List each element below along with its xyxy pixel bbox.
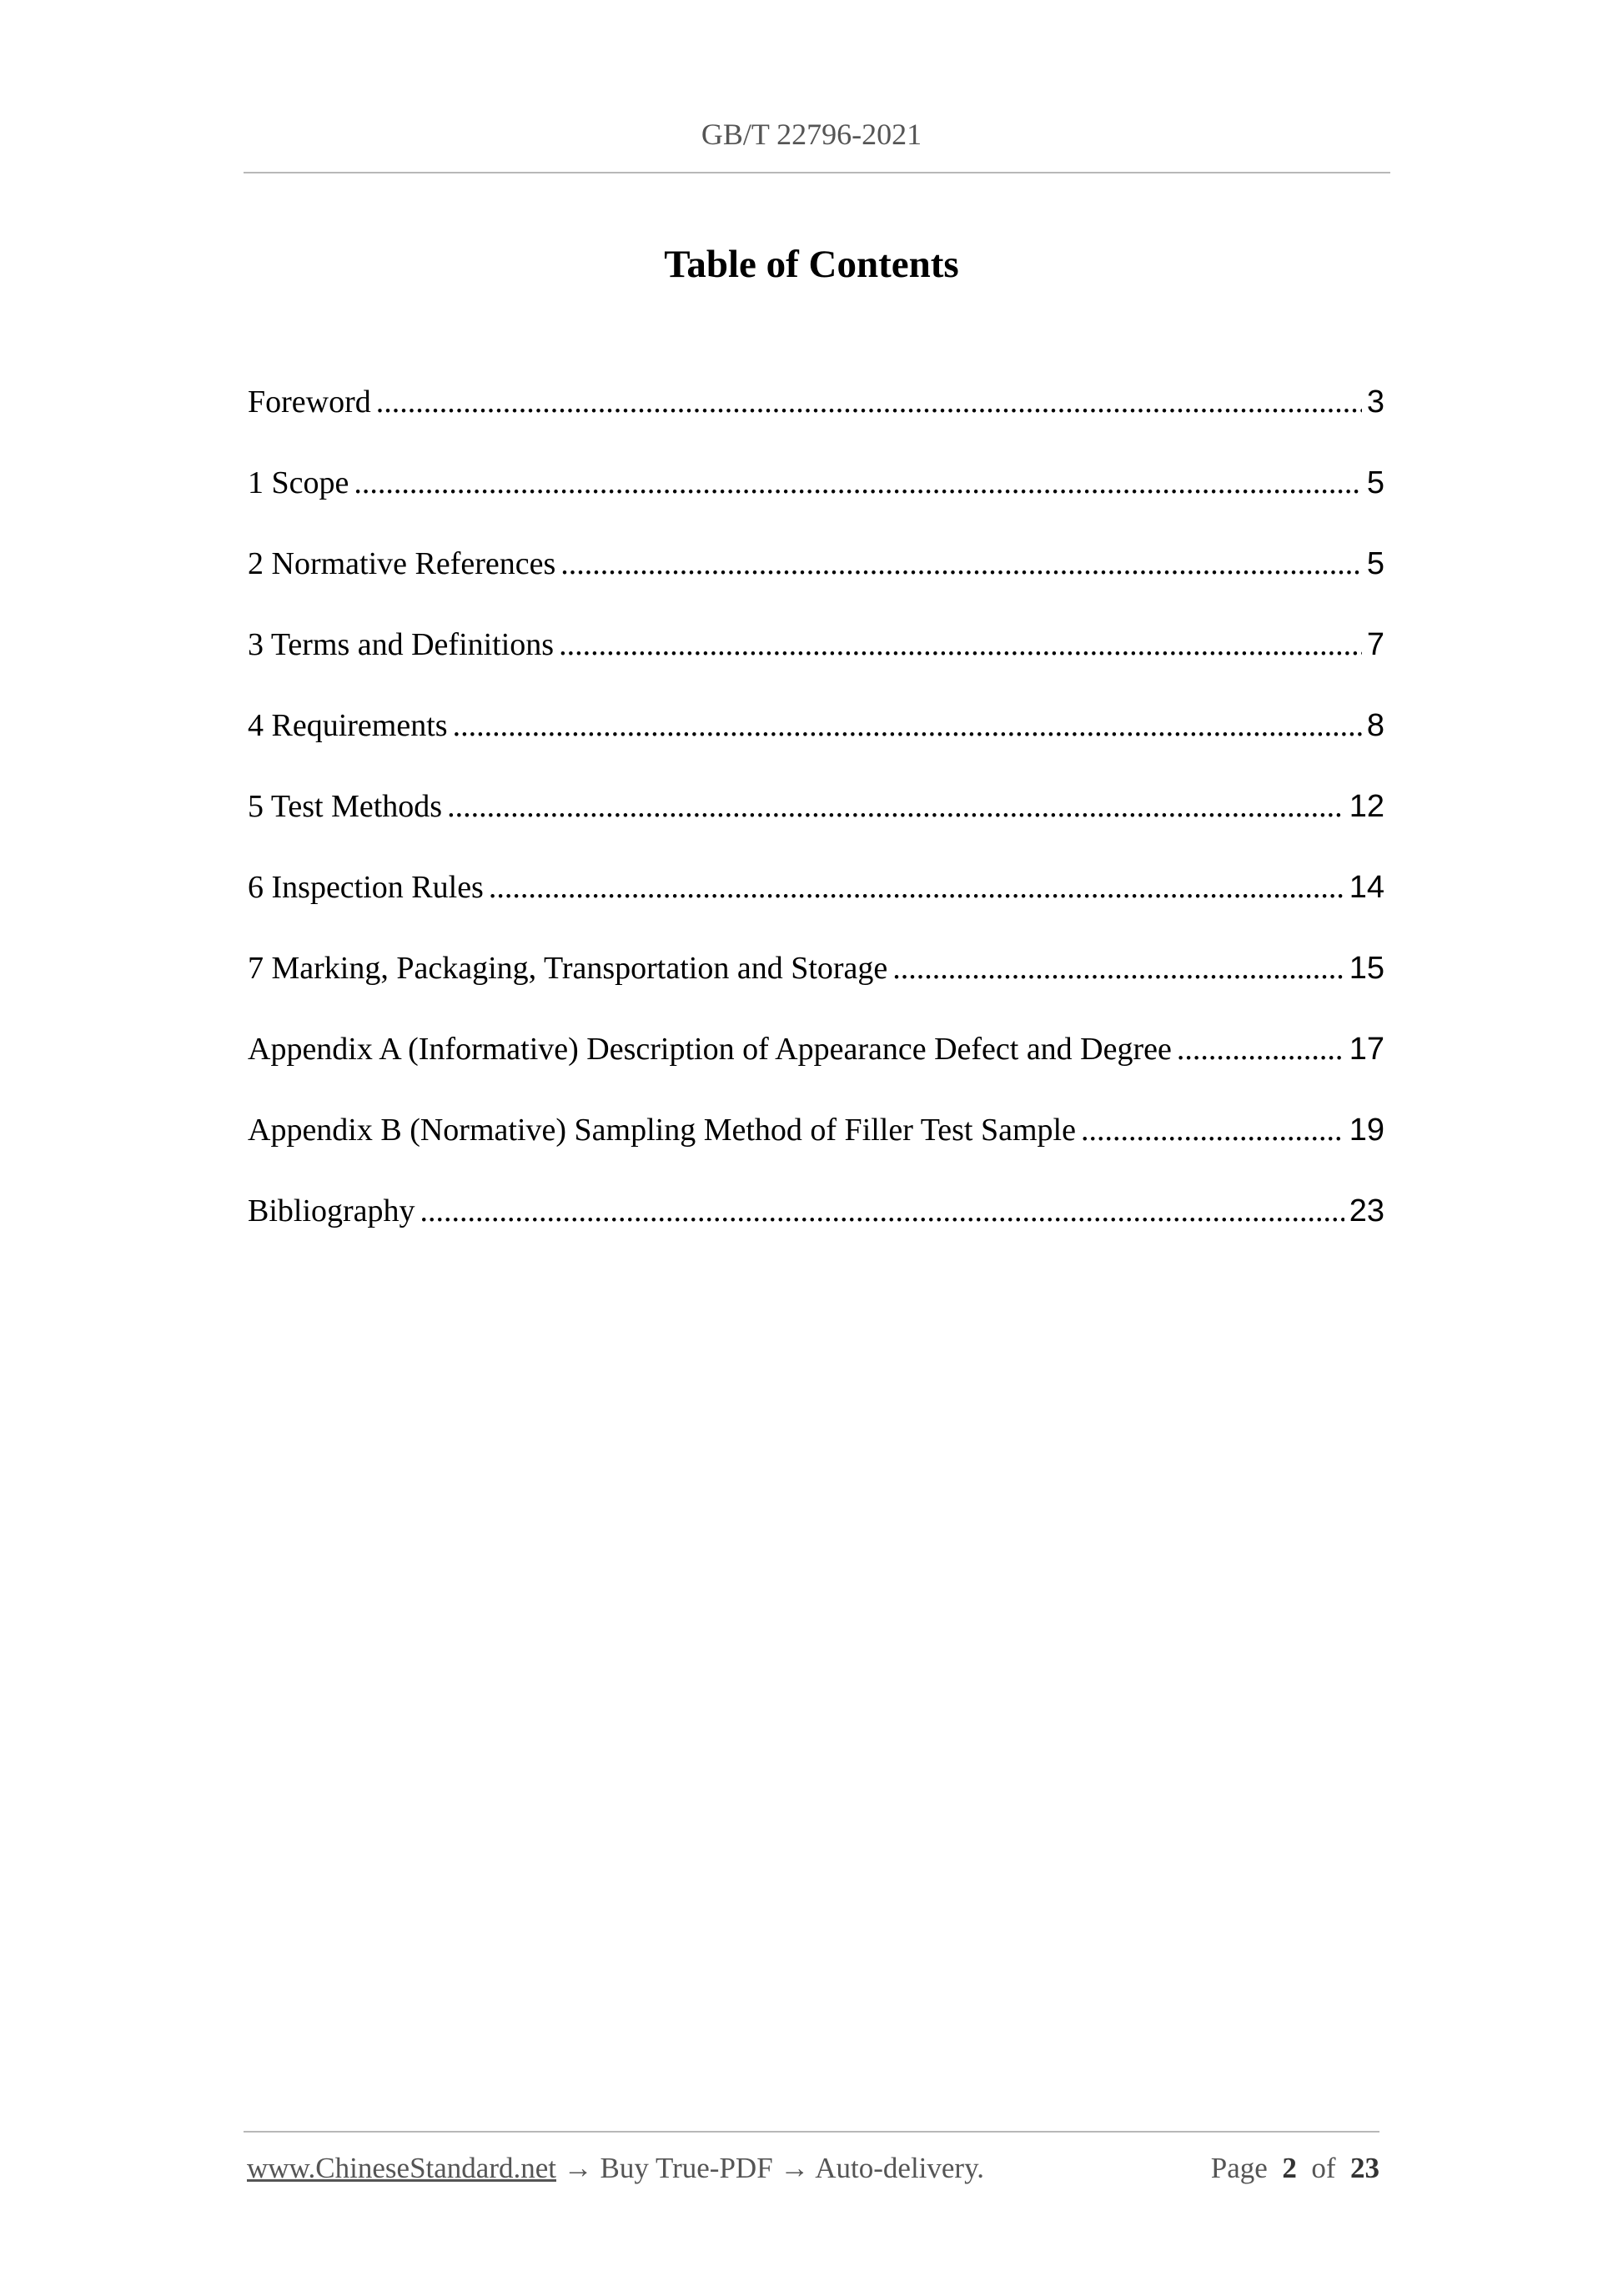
standard-code-header: GB/T 22796-2021 <box>701 118 922 151</box>
toc-list <box>248 377 1384 1267</box>
toc-entry-label: 6 Inspection Rules <box>248 870 484 905</box>
toc-entry-page: 12 <box>1349 789 1384 824</box>
toc-entry-page: 15 <box>1349 951 1384 986</box>
toc-entry-marking-packaging[interactable] <box>248 943 1384 1024</box>
toc-entry-label: 4 Requirements <box>248 708 448 743</box>
toc-entry-page: 5 <box>1366 465 1384 500</box>
toc-entry-page: 5 <box>1366 546 1384 581</box>
toc-entry-page: 17 <box>1349 1032 1384 1067</box>
toc-entry-label: 5 Test Methods <box>248 789 443 824</box>
toc-entry-foreword[interactable] <box>248 377 1384 458</box>
toc-entry-label: Appendix A (Informative) Description of Appearance Defect and Degree <box>248 1032 1172 1067</box>
toc-entry-label: 3 Terms and Definitions <box>248 627 555 662</box>
header-divider <box>244 172 1390 173</box>
toc-leader-dots <box>559 620 1362 670</box>
toc-entry-label: 2 Normative References <box>248 546 556 581</box>
auto-delivery-text: Auto-delivery. <box>815 2152 985 2184</box>
arrow-right-icon: → <box>563 2152 593 2184</box>
toc-entry-page: 8 <box>1366 708 1384 743</box>
toc-entry-label: 7 Marking, Packaging, Transportation and Storage <box>248 951 888 986</box>
toc-entry-requirements[interactable] <box>248 701 1384 781</box>
toc-entry-scope[interactable] <box>248 458 1384 539</box>
of-label: of <box>1311 2152 1336 2184</box>
toc-entry-appendix-b[interactable] <box>248 1105 1384 1186</box>
current-page-number: 2 <box>1282 2152 1297 2184</box>
toc-entry-label: 1 Scope <box>248 465 349 500</box>
toc-entry-page: 3 <box>1366 384 1384 420</box>
arrow-right-icon: → <box>780 2152 810 2184</box>
toc-leader-dots <box>892 943 1344 993</box>
toc-entry-page: 7 <box>1366 627 1384 662</box>
toc-entry-label: Foreword <box>248 384 371 420</box>
toc-entry-test-methods[interactable] <box>248 781 1384 862</box>
toc-leader-dots <box>1177 1024 1344 1074</box>
toc-leader-dots <box>447 781 1344 831</box>
toc-entry-terms-definitions[interactable] <box>248 620 1384 701</box>
toc-leader-dots <box>376 377 1362 427</box>
toc-leader-dots <box>420 1186 1344 1236</box>
toc-entry-page: 19 <box>1349 1113 1384 1148</box>
toc-entry-bibliography[interactable] <box>248 1186 1384 1267</box>
buy-true-pdf-text: Buy True-PDF <box>600 2152 773 2184</box>
toc-leader-dots <box>489 862 1344 912</box>
toc-entry-page: 23 <box>1349 1193 1384 1228</box>
total-pages-number: 23 <box>1350 2152 1379 2184</box>
toc-title: Table of Contents <box>664 243 959 286</box>
footer-promo <box>247 2152 984 2185</box>
toc-entry-normative-references[interactable] <box>248 539 1384 620</box>
toc-leader-dots <box>560 539 1362 589</box>
toc-entry-page: 14 <box>1349 870 1384 905</box>
page-number <box>1211 2152 1379 2185</box>
toc-entry-label: Bibliography <box>248 1193 415 1228</box>
site-link[interactable]: www.ChineseStandard.net <box>247 2152 556 2184</box>
toc-entry-inspection-rules[interactable] <box>248 862 1384 943</box>
toc-leader-dots <box>354 458 1361 508</box>
toc-leader-dots <box>1081 1105 1344 1155</box>
toc-entry-appendix-a[interactable] <box>248 1024 1384 1105</box>
toc-leader-dots <box>453 701 1362 751</box>
page-label: Page <box>1210 2152 1268 2184</box>
footer-divider <box>244 2131 1379 2133</box>
toc-entry-label: Appendix B (Normative) Sampling Method of Filler Test Sample <box>248 1113 1076 1148</box>
